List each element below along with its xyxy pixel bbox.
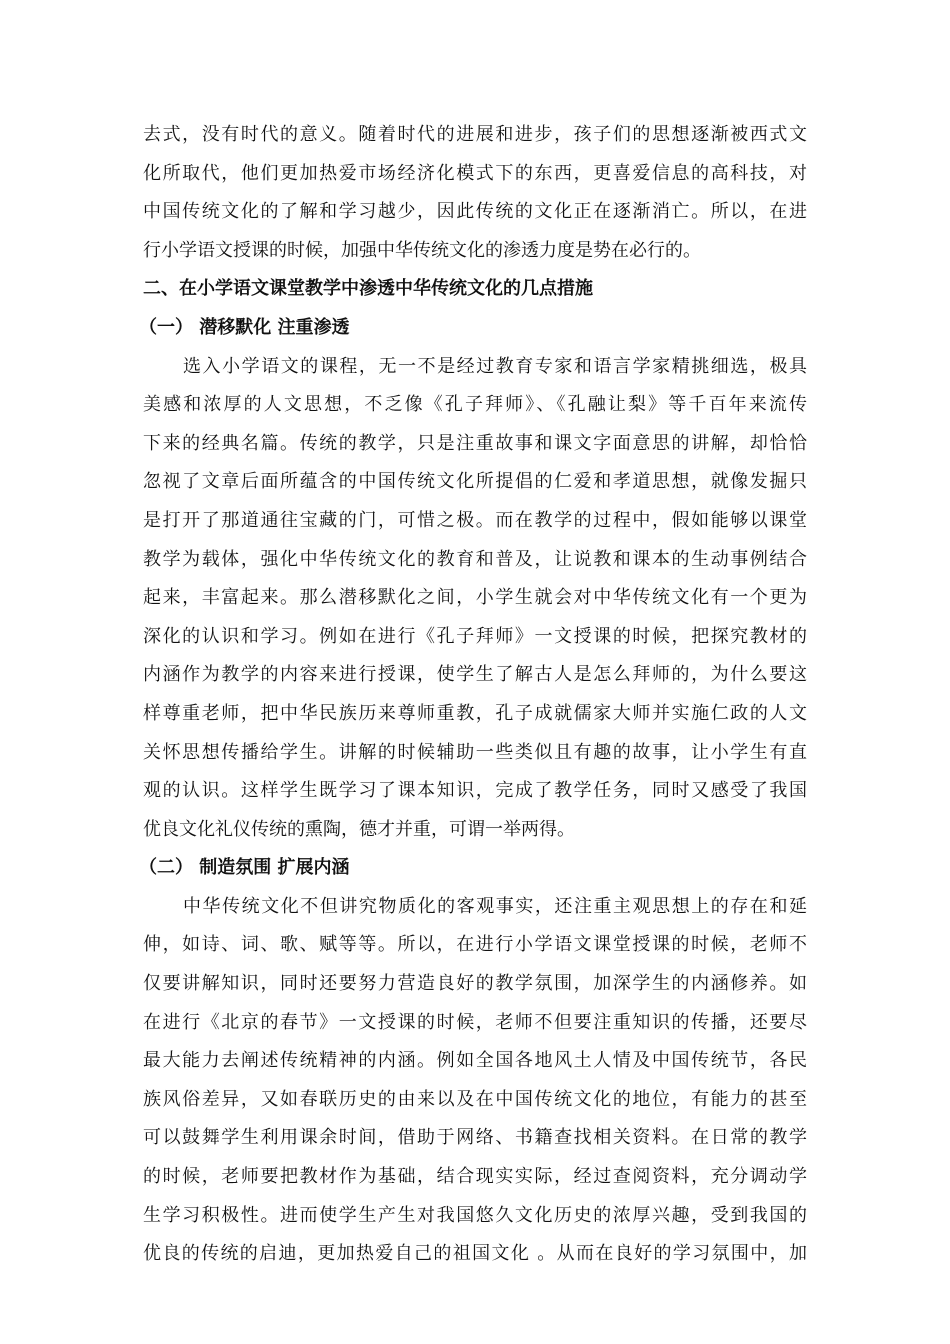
text-line: 化所取代，他们更加热爱市场经济化模式下的东西，更喜爱信息的高科技，对 <box>143 162 807 184</box>
text-line: 优良文化礼仪传统的熏陶，德才并重，可谓一举两得。 <box>143 818 575 840</box>
text-line: 优良的传统的启迪，更加热爱自己的祖国文化 。从而在良好的学习氛围中，加 <box>143 1243 807 1265</box>
text-line: 忽视了文章后面所蕴含的中国传统文化所提倡的仁爱和孝道思想，就像发掘只 <box>143 471 807 493</box>
text-line: 中国传统文化的了解和学习越少，因此传统的文化正在逐渐消亡。所以，在进 <box>143 201 807 223</box>
text-line: 可以鼓舞学生利用课余时间，借助于网络、书籍查找相关资料。在日常的教学 <box>143 1127 807 1149</box>
text-line: 最大能力去阐述传统精神的内涵。例如全国各地风土人情及中国传统节，各民 <box>143 1050 807 1072</box>
text-line: 教学为载体，强化中华传统文化的教育和普及，让说教和课本的生动事例结合 <box>143 548 807 570</box>
text-line: 美感和浓厚的人文思想，不乏像《孔子拜师》、《孔融让梨》等千百年来流传 <box>143 394 807 416</box>
text-line: 深化的认识和学习。例如在进行《孔子拜师》一文授课的时候，把探究教材的 <box>143 625 807 647</box>
text-line: 行小学语文授课的时候，加强中华传统文化的渗透力度是势在必行的。 <box>143 239 701 261</box>
text-line: 关怀思想传播给学生。讲解的时候辅助一些类似且有趣的故事，让小学生有直 <box>143 741 807 763</box>
text-line: 伸，如诗、词、歌、赋等等。所以，在进行小学语文课堂授课的时候，老师不 <box>143 934 807 956</box>
text-line: 观的认识。这样学生既学习了课本知识，完成了教学任务，同时又感受了我国 <box>143 780 807 802</box>
text-line: 下来的经典名篇。传统的教学，只是注重故事和课文字面意思的讲解，却恰恰 <box>143 432 807 454</box>
text-line: 仅要讲解知识，同时还要努力营造良好的教学氛围，加深学生的内涵修养。如 <box>143 973 807 995</box>
text-line: 去式，没有时代的意义。随着时代的进展和进步，孩子们的思想逐渐被西式文 <box>143 124 807 145</box>
text-line: 的时候，老师要把教材作为基础，结合现实实际，经过查阅资料，充分调动学 <box>143 1166 807 1188</box>
text-line: 起来，丰富起来。那么潜移默化之间，小学生就会对中华传统文化有一个更为 <box>143 587 807 609</box>
section-heading: 二、在小学语文课堂教学中渗透中华传统文化的几点措施 <box>143 278 593 300</box>
text-line: 中华传统文化不但讲究物质化的客观事实，还注重主观思想上的存在和延 <box>183 895 807 917</box>
text-line: 生学习积极性。进而使学生产生对我国悠久文化历史的浓厚兴趣，受到我国的 <box>143 1204 807 1226</box>
text-line: 在进行《北京的春节》一文授课的时候，老师不但要注重知识的传播，还要尽 <box>143 1011 807 1033</box>
text-line: 是打开了那道通往宝藏的门，可惜之极。而在教学的过程中，假如能够以课堂 <box>143 509 807 531</box>
text-line: 内涵作为教学的内容来进行授课，使学生了解古人是怎么拜师的，为什么要这 <box>143 664 807 686</box>
subsection-heading-2: （二） 制造氛围 扩展内涵 <box>139 857 350 879</box>
paragraph-subsection-2 <box>143 888 807 1274</box>
subsection-heading-1: （一） 潜移默化 注重渗透 <box>139 316 350 338</box>
paragraph-subsection-1 <box>143 348 807 850</box>
text-line: 选入小学语文的课程，无一不是经过教育专家和语言学家精挑细选，极具 <box>183 355 807 377</box>
paragraph-intro <box>143 116 807 270</box>
text-line: 族风俗差异，又如春联历史的由来以及在中国传统文化的地位，有能力的甚至 <box>143 1088 807 1110</box>
text-line: 样尊重老师，把中华民族历来尊师重教，孔子成就儒家大师并实施仁政的人文 <box>143 702 807 724</box>
document-page <box>139 116 807 1274</box>
